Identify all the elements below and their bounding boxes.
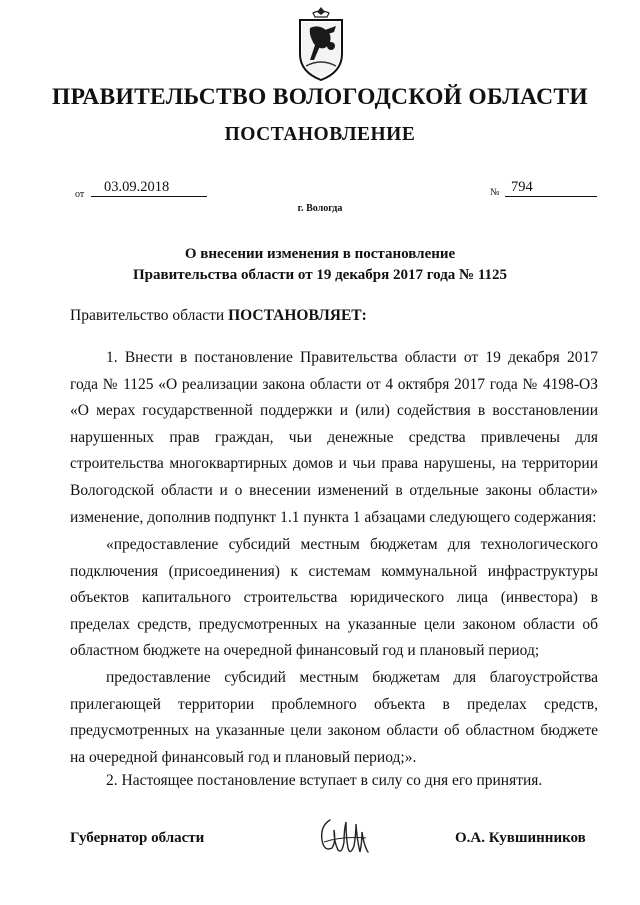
handwritten-signature	[316, 812, 374, 864]
coat-of-arms-emblem	[296, 6, 346, 82]
paragraph-2: «предоставление субсидий местным бюджетам для технологического подключения (присоединения) к системам коммунальной инфраструктуры объектов капитального строительства юридического лица (инвестора) в пределах средств, предусмотренных на указанные цели законом области об областном бюджете на очередной финансовый год и плановый период;	[70, 536, 598, 660]
date-prefix: от	[75, 189, 85, 200]
document-date: 03.09.2018	[104, 179, 170, 195]
signatory-position: Губернатор области	[70, 830, 205, 846]
signatory-name: О.А. Кувшинников	[455, 830, 586, 846]
title-line-1: О внесении изменения в постановление	[184, 246, 456, 262]
intro-bold: ПОСТАНОВЛЯЕТ:	[228, 307, 367, 324]
intro-line	[70, 303, 367, 330]
document-title	[0, 244, 640, 286]
paragraph-1: 1. Внести в постановление Правительства области от 19 декабря 2017 года № 1125 «О реализации закона области от 4 октября 2017 года № 4198-ОЗ «О мерах государственной поддержки и (или) содействия в восстановлении нарушенных прав граждан, чьи денежные средства привлечены для строительства многоквартирных домов и чьи права нарушены, на территории Вологодской области и о внесении изменений в отдельные законы области» изменение, дополнив подпункт 1.1 пункта 1 абзацами следующего содержания:	[70, 349, 598, 526]
paragraph-3: предоставление субсидий местным бюджетам для благоустройства прилегающей территории проблемного объекта в пределах средств, предусмотренных на указанные цели законом области об областном бюджете на очередной финансовый год и плановый период;».	[70, 669, 598, 766]
intro-text: Правительство области	[70, 307, 229, 324]
document-type-heading: ПОСТАНОВЛЕНИЕ	[224, 124, 416, 145]
document-number: 794	[511, 179, 533, 195]
paragraph-4: 2. Настоящее постановление вступает в силу со дня его принятия.	[106, 772, 543, 789]
organization-heading: ПРАВИТЕЛЬСТВО ВОЛОГОДСКОЙ ОБЛАСТИ	[52, 84, 588, 110]
number-prefix: №	[490, 187, 500, 198]
city-label: г. Вологда	[297, 203, 343, 214]
title-line-2: Правительства области от 19 декабря 2017 года № 1125	[132, 267, 508, 283]
